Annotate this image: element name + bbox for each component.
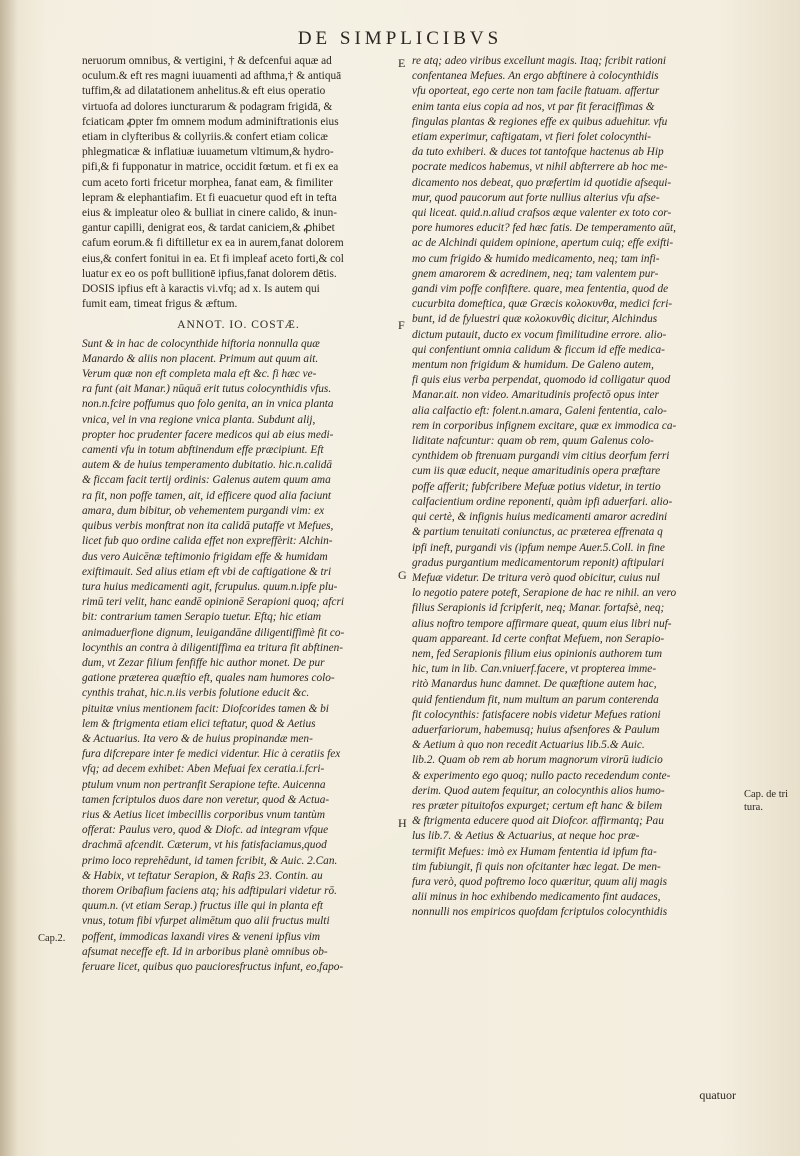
text-line: dum, vt Zezar filium fenfiffe hic author monet. De pur: [82, 656, 325, 669]
text-line: eius & impleatur oleo & bulliat in cinere calido, & inun-: [82, 207, 338, 220]
text-line: etiam experimur, caftigatam, vt fieri folet colocynthi-: [412, 131, 652, 144]
text-line: & partium tenuitati coniunctus, ac præterea effrenata q: [412, 526, 663, 539]
text-line: confentanea Mefues. An ergo abftinere à colocynthidis: [412, 70, 659, 83]
text-line: quum.n. (vt etiam Serap.) fructus ille qui in planta eft: [82, 900, 323, 913]
text-line: Manar.ait. non video. Amaritudinis profectō opus inter: [412, 389, 659, 402]
left-roman-text: [82, 54, 395, 312]
text-line: tamen fcriptulos duos dare non veretur, quod & Actua-: [82, 793, 330, 806]
text-line: animaduerfione dignum, leuigandāne diligentiffimè fit co-: [82, 626, 345, 639]
text-line: cafum eorum.& fi diftilletur ex ea in aurem,fanat dolorem: [82, 237, 344, 250]
text-line: & Actuarius. Ita vero & de huius propinandæ men-: [82, 732, 313, 745]
text-line: mur, quod paucorum aut forte nullius alterius vfu afse-: [412, 191, 660, 204]
text-line: tura huius medicamenti agit, fcrupulus. quum.n.ipfe plu-: [82, 580, 338, 593]
text-line: oculum.& eft res magni iuuamenti ad afthma,† & antiquā: [82, 70, 342, 83]
text-line: etiam in clyfteribus & collyriis.& confert etiam colicæ: [82, 131, 328, 144]
text-line: Verum quæ non eft completa mala eft &c. fi hæc ve-: [82, 368, 317, 381]
text-line: dicamento nos debeat, quo præfertim id quotidie afsequi-: [412, 176, 672, 189]
text-line: & experimento ego quoq; nullo pacto recedendum conte-: [412, 769, 671, 782]
text-line: liditate nafcuntur: quam ob rem, quum Galenus colo-: [412, 435, 654, 448]
text-line: termifit Mefues: imò ex Humam fententia id ipfum fta-: [412, 845, 657, 858]
text-line: cum iis quæ educit, neque amaritudinis opera præftare: [412, 465, 661, 478]
text-line: quam appareant. Id certe conftat Mefuem, non Serapio-: [412, 632, 665, 645]
text-line: nem, fed Serapionis filium eius opinionis authorem tum: [412, 647, 662, 660]
text-line: vfu oporteat, ego certe non tam facile ftatuam. affertur: [412, 85, 660, 98]
text-line: qui certè, & infignis huius medicamenti amaror acredini: [412, 511, 668, 524]
text-line: rem in corporibus infignem excitare, quæ ex immodica ca-: [412, 419, 677, 432]
text-line: cynthis trahat, hic.n.iis verbis folutione educit &c.: [82, 687, 310, 700]
left-italic-text: [82, 337, 395, 976]
text-line: drachmā afcendit. Cæterum, vt his fatisfaciamus,quod: [82, 839, 327, 852]
text-line: fumit eam, timeat frigus & æftum.: [82, 298, 238, 311]
text-line: fi quis eius verba perpendat, quomodo id colligatur quod: [412, 374, 671, 387]
text-line: ac de Alchindi quidem opinione, apertum cuiq; effe exifti-: [412, 237, 674, 250]
text-line: DOSIS ipfius eft à karactis vi.vfq; ad x. Is autem qui: [82, 283, 320, 296]
annotation-heading: ANNOT. IO. COSTÆ.: [177, 319, 300, 332]
text-line: non.n.fcire poffumus quo folo genita, an in vnica planta: [82, 398, 334, 411]
text-line: mentum non frigidum & humidum. De Galeno autem,: [412, 359, 654, 372]
text-line: mo cum frigido & humido medicamento, neq; tam infi-: [412, 252, 660, 265]
text-line: cum aceto forti fricetur morphea, fanat eam, & fimiliter: [82, 176, 333, 189]
text-line: lo negotio patere poteft, Serapione de hac re nihil. an vero: [412, 587, 677, 600]
section-marker-e: E: [398, 56, 406, 70]
text-line: alii minus in hoc exhibendo medicamento fint audaces,: [412, 891, 661, 904]
text-line: Mefuæ videtur. De tritura verò quod obicitur, cuius nul: [412, 571, 660, 584]
text-line: hic, tum in lib. Can.vniuerf.facere, vt propterea imme-: [412, 663, 657, 676]
text-line: eius,& confert fonitui in ea. Et fi impleaf aceto forti,& col: [82, 252, 344, 265]
left-column: [82, 54, 395, 975]
text-line: primo loco reprehēdunt, id tamen fcribit, & Auic. 2.Can.: [82, 854, 338, 867]
text-line: ptulum vnum non pertranfit Serapione tefte. Auicenna: [82, 778, 326, 791]
text-line: calfacientium ordine reponenti, quàm ipfi aduerfari. alio-: [412, 495, 673, 508]
text-line: licet fub quo ordine calida effet non expreffèrit: Alchin-: [82, 535, 333, 548]
section-marker-g: G: [398, 568, 407, 582]
text-line: res præter pituitofos expurget; certum eft hanc & bilem: [412, 799, 663, 812]
text-line: re atq; adeo viribus excellunt magis. Itaq; fcribit rationi: [412, 55, 667, 67]
text-line: fura verò, quod poftremo loco quæritur, quum alij magis: [412, 875, 668, 888]
text-line: Manardo & aliis non placent. Primum aut quum ait.: [82, 352, 319, 365]
text-line: nonnulli nos empiricos quofdam fcriptulos colocynthidis: [412, 906, 668, 919]
text-line: qui liceat. quid.n.aliud crafsos æque valenter ex toto cor-: [412, 207, 672, 220]
text-line: ra funt (ait Manar.) nūquā erit tutus colocynthidis vfus.: [82, 383, 332, 396]
text-line: propter hoc prudenter facere medicos qui ab eius medi-: [82, 428, 334, 441]
text-line: alius noftro tempore affirmare queat, quum eius libri nuf-: [412, 617, 672, 630]
text-line: rimū teri velit, hanc eandē opinionē Serapioni quoq; afcri: [82, 596, 344, 609]
text-line: lepram & elephantiafim. Et fi euacuetur quod eft in tefta: [82, 191, 337, 204]
text-line: bunt, id de fyluestri quæ κολοκυνθὶς dicitur, Alchindus: [412, 313, 658, 326]
text-line: fura difcrepare inter fe medici videntur. Hic à ceratiis fex: [82, 748, 341, 761]
text-line: pituitæ vnius mentionem facit: Diofcorides tamen & bi: [82, 702, 329, 715]
text-line: derim. Quod autem fequitur, an colocynthis alios humo-: [412, 784, 665, 797]
text-line: gatione præterea quæftio eft, quales nam humores colo-: [82, 672, 335, 685]
running-head: DE SIMPLICIBVS: [297, 28, 503, 49]
text-line: offerat: Paulus vero, quod & Diofc. ad integram vfque: [82, 824, 329, 837]
text-line: feruare licet, quibus quo paucioresfructus infunt, eo,fapo-: [82, 960, 344, 973]
text-line: ipfi ineft, purgandi vis (ipfum nempe Auer.5.Coll. in fine: [412, 541, 665, 554]
text-line: cucurbita domeftica, quæ Græcis κολοκυνθα, medici fcri-: [412, 298, 673, 311]
text-line: fciaticam ꝓpter fm omnem modum adminiftrationis eius: [82, 115, 339, 128]
gutter-shadow: [0, 0, 18, 1156]
text-line: aduerfariorum, habemusq; huius afsenfores & Paulum: [412, 723, 660, 736]
text-line: & Habix, vt teftatur Serapion, & Rafis 23. Contin. au: [82, 869, 323, 882]
text-line: cynthidem ob ftrenuam purgandi vim citius deorfum ferri: [412, 450, 670, 463]
text-line: lus lib.7. & Aetius & Actuarius, at neque hoc præ-: [412, 830, 640, 843]
text-line: pocrate medicos habemus, vt nihil abfterrere ab hoc me-: [412, 161, 668, 174]
text-line: qui confentiunt omnia calidum & ficcum id effe medica-: [412, 343, 665, 356]
text-line: vnus, totum fibi vfurpet alimētum quo alii fructus multi: [82, 915, 330, 928]
text-line: camenti vfu in totum abftinendum effe præcipiunt. Eft: [82, 444, 324, 457]
right-column: [412, 54, 737, 921]
text-line: afsumat neceffe eft. Id in arboribus planè omnibus ob-: [82, 945, 328, 958]
text-line: locynthis an contra à diligentiffima ea tritura fit abftinen-: [82, 641, 344, 654]
text-line: pore humores educit? fed hæc fatis. De temperamento aūt,: [412, 222, 676, 235]
text-line: exiftimauit. Sed alius etiam eft vbi de caftigatione & tri: [82, 565, 332, 578]
text-line: & ftrigmenta educere quod ait Diofcor. affirmantq; Pau: [412, 815, 664, 828]
text-line: ra fit, non poffe tamen, ait, id efficere quod alia faciunt: [82, 489, 332, 502]
text-line: gnem amarorem & acredinem, neq; tam valentem pur-: [412, 267, 659, 280]
section-marker-f: F: [398, 318, 405, 332]
text-line: autem & de huius temperamento dubitatio. hic.n.calidā: [82, 459, 333, 472]
text-line: & ficcam facit tertij ordinis: Galenus autem quum ama: [82, 474, 331, 487]
text-line: phlegmaticæ & inflatiuæ iuuametum vltimum,& hydro-: [82, 146, 334, 159]
text-line: dus vero Auicēnæ teftimonio frigidam effe & humidam: [82, 550, 328, 563]
catchword: quatuor: [699, 1088, 736, 1102]
text-line: neruorum omnibus, & vertigini, † & defcenfui aquæ ad: [82, 55, 332, 67]
text-line: alia calfactio eft: folent.n.amara, Galeni fententia, calo-: [412, 404, 667, 417]
text-line: luatur ex eo os poft bullitionē ipfius,fanat dolorem dētis.: [82, 267, 337, 280]
text-line: filius Serapionis id fcripferit, neq; Manar. fortafsè, neq;: [412, 602, 665, 615]
text-line: rius & Aetius licet imbecillis corporibus vnum tantùm: [82, 808, 325, 821]
text-line: da tuto exhiberi. & duces tot tantofque hactenus ab Hip: [412, 146, 664, 159]
text-line: enim tanta eius copia ad nos, vt par fit feraciffimas &: [412, 100, 655, 113]
text-line: tim fubiungit, fi quis non ofcitanter hæc legat. De men-: [412, 860, 661, 873]
text-line: gradus purgantium medicamentorum reponit) aftipulari: [412, 556, 665, 569]
text-line: & Aetium à quo non recedit Actuarius lib.5.& Auic.: [412, 739, 645, 752]
text-line: pifi,& fi fupponatur in matrice, occidit fœtum. et fi ex ea: [82, 161, 339, 174]
text-line: poffe afferit; fubfcribere Mefuæ potius videtur, in tertio: [412, 480, 661, 493]
text-line: ritò Manardus hunc damnet. De quæftione autem hac,: [412, 678, 657, 691]
text-line: Sunt & in hac de colocynthide hiftoria nonnulla quæ: [82, 337, 320, 350]
right-column-text: [412, 54, 737, 921]
text-line: lem & ftrigmenta etiam elici teftatur, quod & Aetius: [82, 717, 316, 730]
text-line: virtuofa ad dolores iuncturarum & podagram frigidā, &: [82, 100, 333, 113]
text-line: vnica, vel in vna regione vnica planta. Subdunt alij,: [82, 413, 316, 426]
text-line: fit colocynthis: fatisfacere nobis videtur Mefues rationi: [412, 708, 661, 721]
text-line: gantur capilli, denigrat eos, & tardat caniciem,& ꝓhibet: [82, 222, 335, 235]
text-line: vfq; ad decem exhibet: Aben Mefuai fex ceratia.i.fcri-: [82, 763, 325, 776]
margin-note-right: Cap. de tri tura.: [744, 789, 789, 813]
text-line: gandi vim poffe confiftere. quare, mea fententia, quod de: [412, 283, 669, 296]
text-line: amara, dum bibitur, ob vehementem purgandi vim: ex: [82, 504, 325, 517]
text-line: quid fentiendum fit, num multum an parum conterenda: [412, 693, 659, 706]
text-line: quibus verbis monftrat non ita calidā putaffe vt Mefues,: [82, 520, 334, 533]
margin-note-left: Cap.2.: [38, 933, 66, 944]
text-line: bit: contrarium tamen Serapio tuetur. Eftq; hic etiam: [82, 611, 322, 624]
text-line: thorem Oribafium faciens atq; his adftipulari videtur rō.: [82, 884, 338, 897]
text-line: poffent, immodicas laxandi vires & veneni ipfius vim: [82, 930, 321, 943]
text-line: dictum putauit, ducto ex vocum fimilitudine errore. alio-: [412, 328, 667, 341]
section-marker-h: H: [398, 816, 407, 830]
text-line: tuffim,& ad dilatationem anhelitus.& eft eius operatio: [82, 85, 326, 98]
text-line: lib.2. Quam ob rem ab horum magnorum virorū iudicio: [412, 754, 663, 767]
text-line: fingulas plantas & regiones effe ex quibus aduehitur. vfu: [412, 115, 668, 128]
